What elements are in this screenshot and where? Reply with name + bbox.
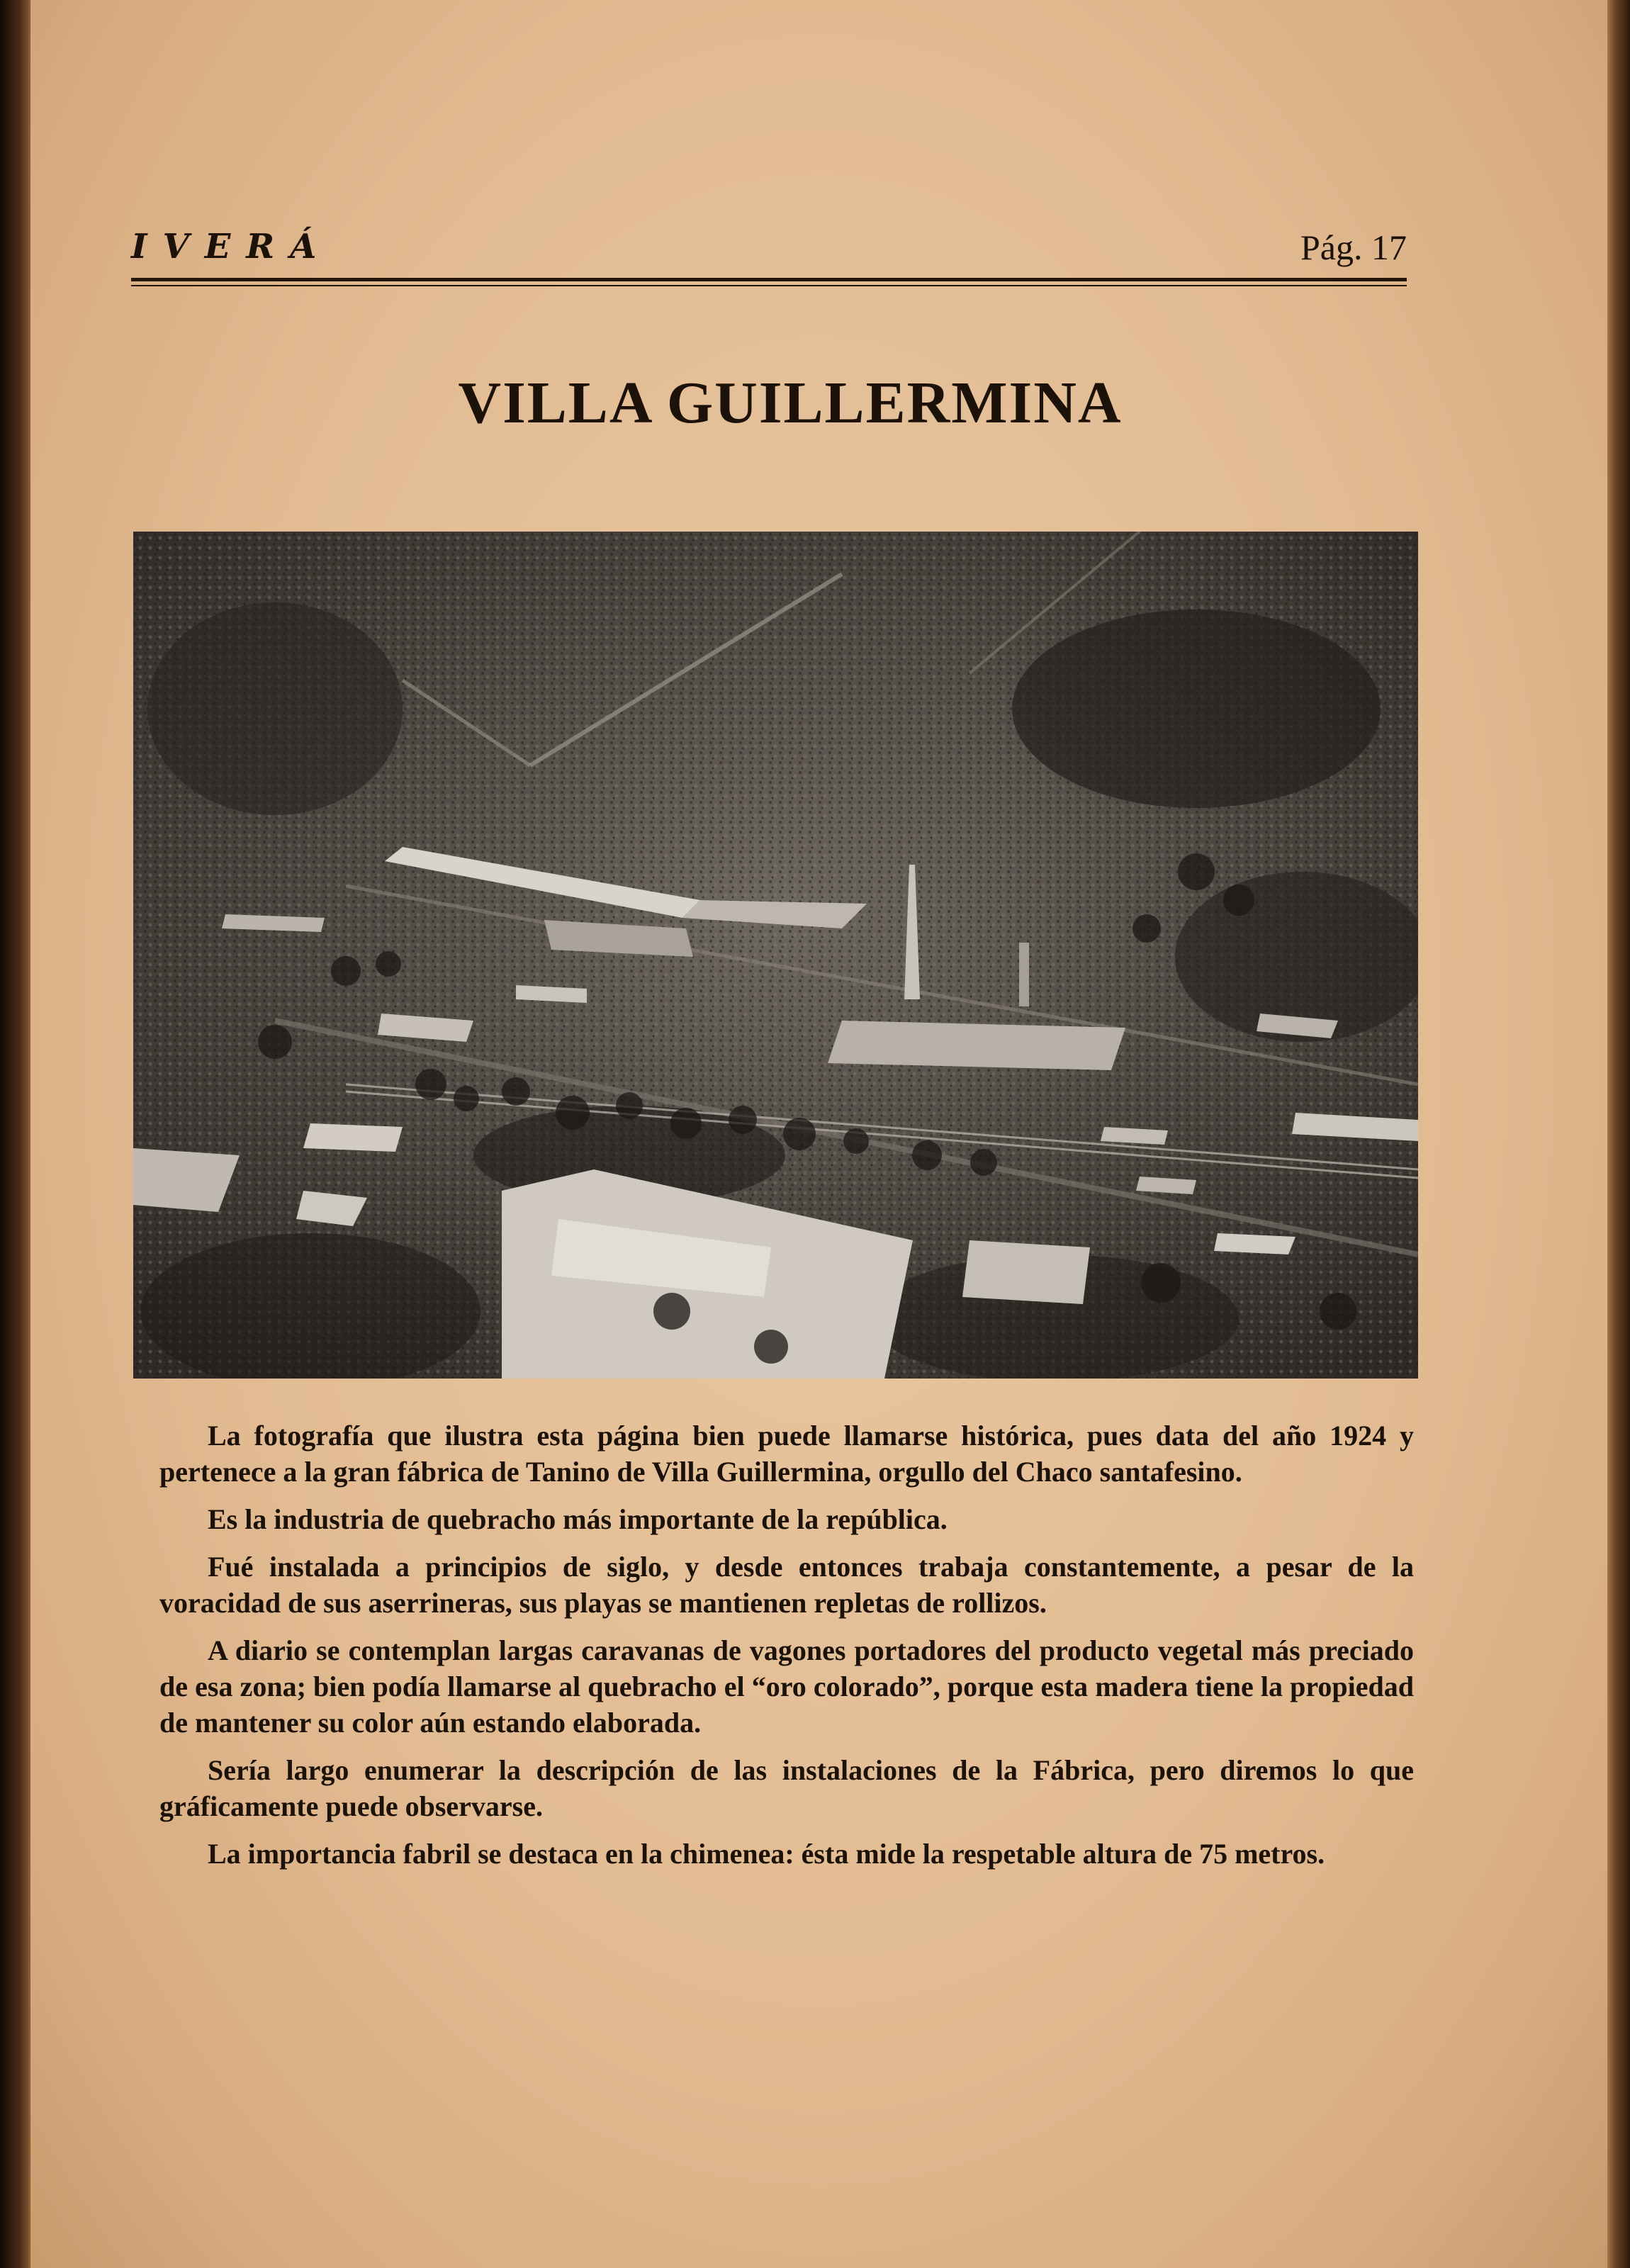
- paragraph-2: Es la industria de quebracho más importante de la república.: [208, 1503, 948, 1535]
- paragraph-6: La importancia fabril se destaca en la chimenea: ésta mide la respetable altura de 75 metros.: [208, 1838, 1325, 1870]
- article-body: [159, 1418, 1414, 1883]
- aerial-photo-illustration: [133, 532, 1418, 1379]
- paragraph-4: A diario se contemplan largas caravanas de vagones portadores del producto vegetal más preciado de esa zona; bien podía llamarse al quebracho el “oro colorado”, porque esta madera tiene la propiedad de mantener su color aún estando elaborada.: [159, 1634, 1414, 1739]
- header-rule-thin: [131, 285, 1407, 286]
- paragraph-5: Sería largo enumerar la descripción de las instalaciones de la Fábrica, pero diremos lo que gráficamente puede observarse.: [159, 1754, 1414, 1822]
- paragraph-1: La fotografía que ilustra esta página bien puede llamarse histórica, pues data del año 1924 y pertenece a la gran fábrica de Tanino de Villa Guillermina, orgullo del Chaco santafesino.: [159, 1420, 1414, 1488]
- paragraph-3: Fué instalada a principios de siglo, y desde entonces trabaja constantemente, a pesar de la voracidad de sus aserrineras, sus playas se mantienen repletas de rollizos.: [159, 1551, 1414, 1619]
- masthead: IVERÁ: [131, 227, 332, 266]
- page-number: Pág. 17: [1300, 228, 1407, 267]
- aerial-photo: [133, 532, 1418, 1379]
- page-edge: [1605, 0, 1630, 2268]
- article-title: VILLA GUILLERMINA: [458, 370, 1123, 436]
- book-spine: [0, 0, 28, 2268]
- header-rule: [131, 278, 1407, 281]
- page-header: [131, 227, 1407, 269]
